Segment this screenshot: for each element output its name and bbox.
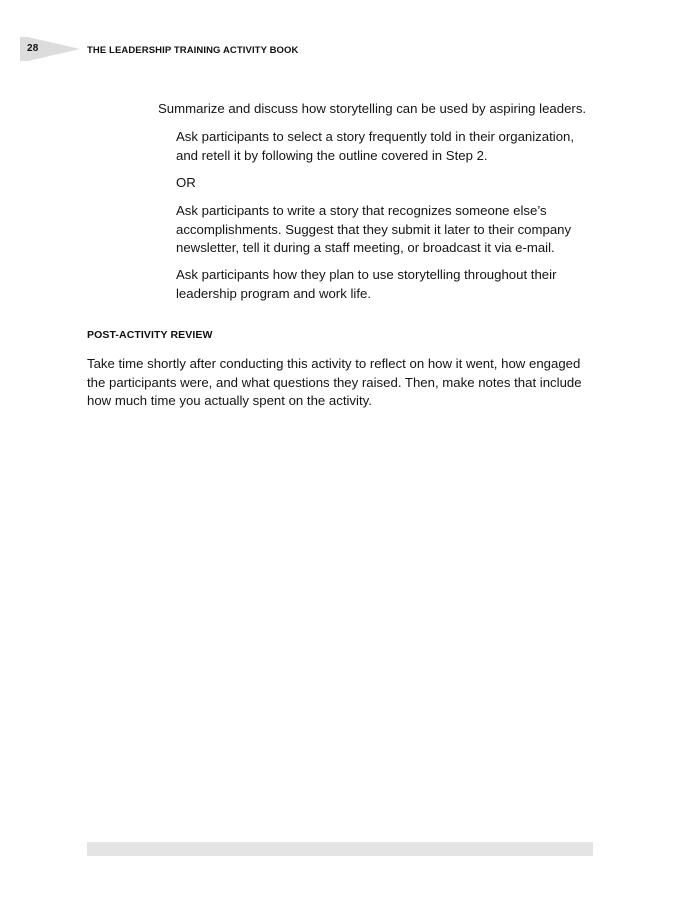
summary-instruction: Summarize and discuss how storytelling can be used by aspiring leaders. [158,101,587,116]
instruction-plan-storytelling: Ask participants how they plan to use storytelling throughout their leadership program and work life. [176,267,557,301]
running-title: THE LEADERSHIP TRAINING ACTIVITY BOOK [87,45,299,56]
post-activity-review-text: Take time shortly after conducting this activity to reflect on how it went, how engaged the participants were, and what questions they raised. Then, make notes that include how much time you actually spent on the activity. [87,356,582,408]
instruction-retell-story: Ask participants to select a story frequently told in their organization, and retell it by following the outline covered in Step 2. [176,129,575,163]
footer-bar [87,842,593,856]
instruction-or: OR [176,175,196,190]
post-activity-review-heading: POST-ACTIVITY REVIEW [87,329,213,341]
instruction-write-story: Ask participants to write a story that recognizes someone else’s accomplishments. Suggest that they submit it later to their company newsletter, tell it during a staff meeting, or broadcast it via e-mail. [176,203,572,255]
page-number: 28 [27,43,39,54]
